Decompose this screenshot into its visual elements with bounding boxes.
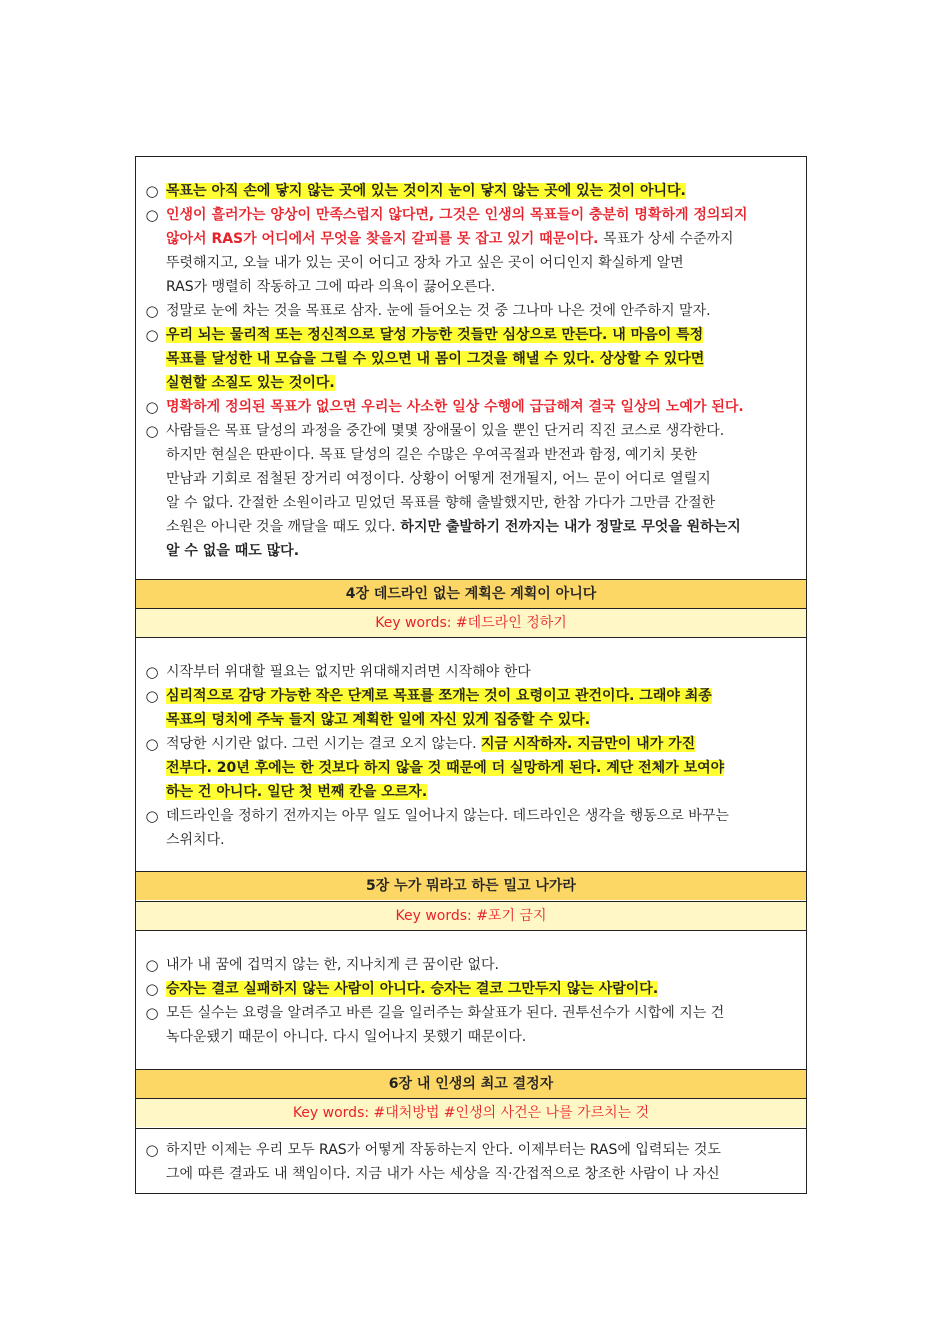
- bullet-circle-icon: ○: [145, 422, 159, 440]
- document-frame: [135, 156, 807, 1194]
- text-line: [166, 276, 800, 298]
- text-line: [166, 1163, 800, 1185]
- chapter-5-keywords: Key words: #포기 금지: [136, 902, 806, 930]
- bullet-circle-icon: ○: [145, 398, 159, 416]
- bullet-circle-icon: ○: [145, 687, 159, 705]
- text-line: [166, 180, 800, 202]
- text-segment: 그에 따른 결과도 내 책임이다. 지금 내가 사는 세상을 직·간접적으로 창조한 사람이 나 자신: [166, 1166, 720, 1182]
- text-segment: 우리 뇌는 물리적 또는 정신적으로 달성 가능한 것들만 심상으로 만든다. 내 마음이 특정: [166, 327, 704, 343]
- text-segment: 하지만 이제는 우리 모두 RAS가 어떻게 작동하는지 안다. 이제부터는 RAS에 입력되는 것도: [166, 1142, 721, 1158]
- text-segment: 목표를 달성한 내 모습을 그릴 수 있으면 내 몸이 그것을 해낼 수 있다. 상상할 수 있다면: [166, 351, 705, 367]
- bullet-circle-icon: ○: [145, 182, 159, 200]
- divider: [136, 637, 806, 638]
- text-segment: 사람들은 목표 달성의 과정을 중간에 몇몇 장애물이 있을 뿐인 단거리 직진 코스로 생각한다.: [166, 423, 725, 439]
- text-segment: 데드라인을 정하기 전까지는 아무 일도 일어나지 않는다. 데드라인은 생각을 행동으로 바꾸는: [166, 808, 729, 824]
- bullet-circle-icon: ○: [145, 1141, 159, 1159]
- text-segment: 모든 실수는 요령을 알려주고 바른 길을 일러주는 화살표가 된다. 권투선수가 시합에 지는 건: [166, 1005, 725, 1021]
- text-segment: 알 수 없을 때도 많다.: [166, 543, 300, 559]
- text-segment: 적당한 시기란 없다. 그런 시기는 결코 오지 않는다.: [166, 736, 481, 752]
- text-segment: 목표는 아직 손에 닿지 않는 곳에 있는 것이지 눈이 닿지 않는 곳에 있는 것이 아니다.: [166, 183, 686, 199]
- chapter-6-keywords: Key words: #대처방법 #인생의 사건은 나를 가르치는 것: [136, 1099, 806, 1127]
- text-line: [166, 1002, 800, 1024]
- text-segment: 심리적으로 감당 가능한 작은 단계로 목표를 쪼개는 것이 요령이고 관건이다. 그래야 최종: [166, 688, 712, 704]
- text-segment: RAS가 맹렬히 작동하고 그에 따라 의욕이 끓어오른다.: [166, 279, 496, 295]
- chapter-6-title: 6장 내 인생의 최고 결정자: [136, 1070, 806, 1098]
- text-line: [166, 516, 800, 538]
- text-line: [166, 468, 800, 490]
- text-segment: 만남과 기회로 점철된 장거리 여정이다. 상황이 어떻게 전개될지, 어느 문이 어디로 열릴지: [166, 471, 711, 487]
- text-segment: 않아서 RAS가 어디에서 무엇을 찾을지 갈피를 못 잡고 있기 때문이다.: [166, 231, 599, 247]
- text-line: [166, 444, 800, 466]
- text-line: [166, 252, 800, 274]
- text-line: [166, 1139, 800, 1161]
- text-line: [166, 757, 800, 779]
- text-line: [166, 228, 800, 250]
- text-line: [166, 954, 800, 976]
- text-segment: 하지만 현실은 딴판이다. 목표 달성의 길은 수많은 우여곡절과 반전과 함정, 예기치 못한: [166, 447, 698, 463]
- bullet-circle-icon: ○: [145, 663, 159, 681]
- chapter-5-title: 5장 누가 뭐라고 하든 밀고 나가라: [136, 872, 806, 900]
- text-line: [166, 685, 800, 707]
- text-line: [166, 781, 800, 803]
- text-line: [166, 348, 800, 370]
- text-segment: 녹다운됐기 때문이 아니다. 다시 일어나지 못했기 때문이다.: [166, 1029, 527, 1045]
- bullet-circle-icon: ○: [145, 735, 159, 753]
- chapter-4-title: 4장 데드라인 없는 계획은 계획이 아니다: [136, 580, 806, 608]
- text-segment: 승자는 결코 실패하지 않는 사람이 아니다. 승자는 결코 그만두지 않는 사람이다.: [166, 981, 659, 997]
- bullet-circle-icon: ○: [145, 206, 159, 224]
- text-segment: 스위치다.: [166, 832, 225, 848]
- text-line: [166, 733, 800, 755]
- text-segment: 인생이 흘러가는 양상이 만족스럽지 않다면, 그것은 인생의 목표들이 충분히 명확하게 정의되지: [166, 207, 748, 223]
- text-segment: 알 수 없다. 간절한 소원이라고 믿었던 목표를 향해 출발했지만, 한참 가다가 그만큼 간절한: [166, 495, 716, 511]
- text-segment: 내가 내 꿈에 겁먹지 않는 한, 지나치게 큰 꿈이란 없다.: [166, 957, 499, 973]
- text-line: [166, 661, 800, 683]
- bullet-circle-icon: ○: [145, 956, 159, 974]
- text-line: [166, 492, 800, 514]
- text-line: [166, 1026, 800, 1048]
- bullet-circle-icon: ○: [145, 807, 159, 825]
- text-line: [166, 324, 800, 346]
- text-segment: 하지만 출발하기 전까지는 내가 정말로 무엇을 원하는지: [395, 519, 741, 535]
- text-line: [166, 204, 800, 226]
- text-line: [166, 829, 800, 851]
- text-segment: 지금 시작하자. 지금만이 내가 가진: [480, 736, 696, 752]
- chapter-4-keywords: Key words: #데드라인 정하기: [136, 609, 806, 637]
- text-line: [166, 420, 800, 442]
- text-segment: 정말로 눈에 차는 것을 목표로 삼자. 눈에 들어오는 것 중 그나마 나은 것에 안주하지 말자.: [166, 303, 711, 319]
- bullet-circle-icon: ○: [145, 326, 159, 344]
- text-segment: 소원은 아니란 것을 깨달을 때도 있다.: [166, 519, 396, 535]
- divider: [136, 1128, 806, 1129]
- text-segment: 목표의 덩치에 주눅 들지 않고 계획한 일에 자신 있게 집중할 수 있다.: [166, 712, 591, 728]
- text-line: [166, 978, 800, 1000]
- text-line: [166, 709, 800, 731]
- text-segment: 하는 건 아니다. 일단 첫 번째 칸을 오르자.: [166, 784, 428, 800]
- text-line: [166, 300, 800, 322]
- bullet-circle-icon: ○: [145, 1004, 159, 1022]
- text-line: [166, 372, 800, 394]
- text-segment: 명확하게 정의된 목표가 없으면 우리는 사소한 일상 수행에 급급해져 결국 일상의 노예가 된다.: [166, 399, 744, 415]
- text-segment: 실현할 소질도 있는 것이다.: [166, 375, 335, 391]
- text-segment: 목표가 상세 수준까지: [598, 231, 734, 247]
- text-line: [166, 396, 800, 418]
- bullet-circle-icon: ○: [145, 980, 159, 998]
- text-line: [166, 540, 800, 562]
- divider: [136, 930, 806, 931]
- bullet-circle-icon: ○: [145, 302, 159, 320]
- text-line: [166, 805, 800, 827]
- text-segment: 뚜렷해지고, 오늘 내가 있는 곳이 어디고 장차 가고 싶은 곳이 어디인지 확실하게 알면: [166, 255, 684, 271]
- text-segment: 전부다. 20년 후에는 한 것보다 하지 않을 것 때문에 더 실망하게 된다. 계단 전체가 보여야: [166, 760, 725, 776]
- text-segment: 시작부터 위대할 필요는 없지만 위대해지려면 시작해야 한다: [166, 664, 531, 680]
